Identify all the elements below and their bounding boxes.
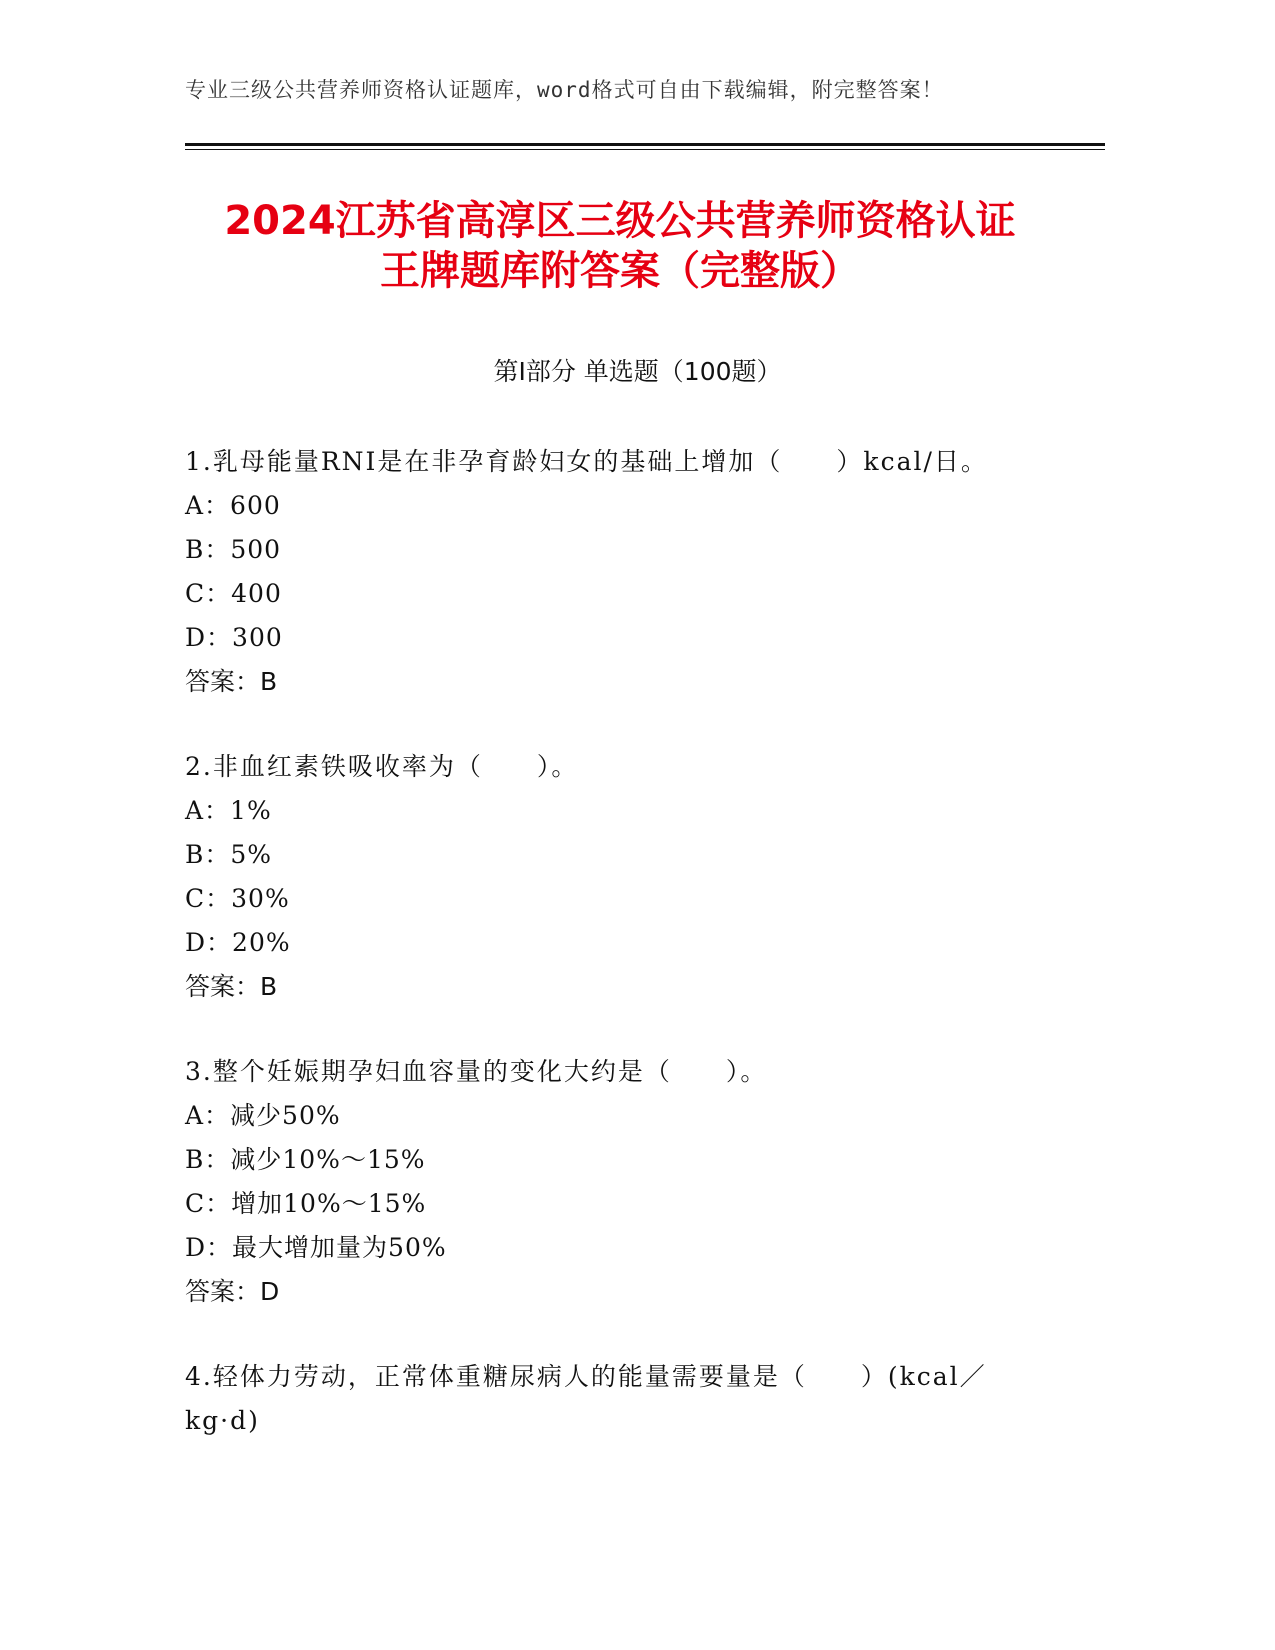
- question-stem: 3.整个妊娠期孕妇血容量的变化大约是（ ）。: [185, 1057, 768, 1086]
- question-3: [185, 1050, 1045, 1314]
- document-title-line1: 2024江苏省高淳区三级公共营养师资格认证: [224, 198, 1016, 244]
- question-2: [185, 745, 1045, 1009]
- question-stem: 4.轻体力劳动，正常体重糖尿病人的能量需要量是（ ）(kcal／kg·d): [185, 1362, 987, 1435]
- option-a: A：600: [185, 491, 281, 520]
- page-header: 专业三级公共营养师资格认证题库，word格式可自由下载编辑，附完整答案！: [185, 78, 944, 102]
- option-b: B：减少10%～15%: [185, 1145, 426, 1174]
- option-d: D：20%: [185, 928, 291, 957]
- option-a: A：1%: [185, 796, 272, 825]
- option-c: C：增加10%～15%: [185, 1189, 427, 1218]
- question-1: [185, 440, 1045, 704]
- section-heading: 第Ⅰ部分 单选题（100题）: [493, 357, 782, 386]
- option-d: D：最大增加量为50%: [185, 1233, 447, 1262]
- answer-line: 答案：D: [185, 1277, 280, 1306]
- option-d: D：300: [185, 623, 283, 652]
- question-list: [185, 440, 1045, 1484]
- answer-line: 答案：B: [185, 667, 278, 696]
- question-4: [185, 1355, 1045, 1443]
- question-stem: 2.非血红素铁吸收率为（ ）。: [185, 752, 579, 781]
- header-divider-thick: [185, 143, 1105, 146]
- option-b: B：5%: [185, 840, 273, 869]
- document-title-line2: 王牌题库附答案（完整版）: [380, 248, 860, 294]
- option-c: C：30%: [185, 884, 290, 913]
- option-a: A：减少50%: [185, 1101, 341, 1130]
- header-divider-thin: [185, 149, 1105, 150]
- question-stem: 1.乳母能量RNI是在非孕育龄妇女的基础上增加（ ）kcal/日。: [185, 447, 988, 476]
- option-c: C：400: [185, 579, 282, 608]
- document-title: [160, 196, 1080, 296]
- option-b: B：500: [185, 535, 282, 564]
- answer-line: 答案：B: [185, 972, 278, 1001]
